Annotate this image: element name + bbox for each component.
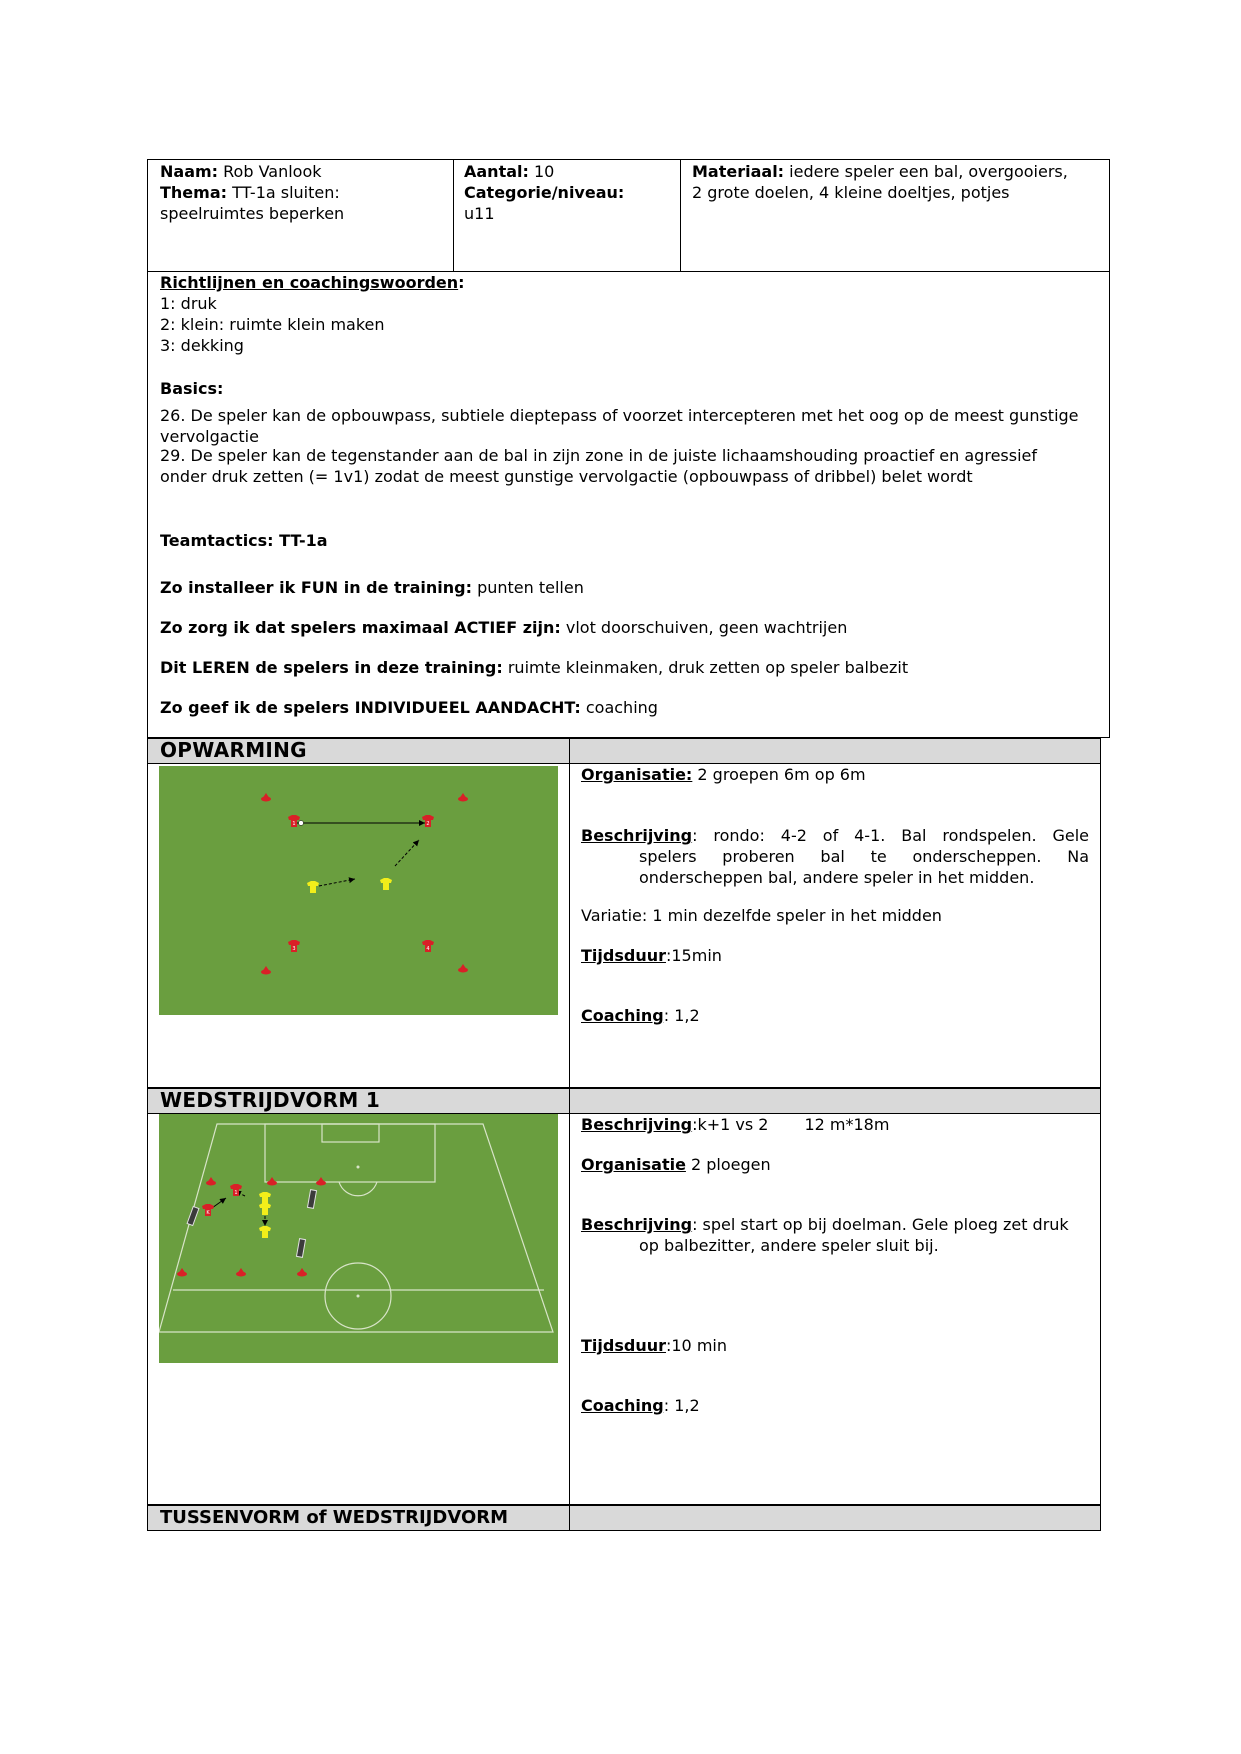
opwarming-tijdsduur (581, 945, 1089, 966)
guidelines-colon: : (458, 273, 465, 292)
svg-text:1: 1 (234, 1190, 238, 1196)
coaching-label: Coaching (581, 1396, 664, 1415)
opwarming-header: OPWARMING (160, 738, 307, 762)
materiaal-label: Materiaal: (692, 162, 785, 181)
categorie-label: Categorie/niveau: (464, 183, 625, 202)
coaching-value: : 1,2 (663, 1396, 700, 1415)
wedstrijdvorm1-beschrijving-2 (581, 1214, 1089, 1256)
beschr-label: Beschrijving (581, 826, 693, 845)
tijd-label: Tijdsduur (581, 1336, 666, 1355)
wedstrijdvorm1-header: WEDSTRIJDVORM 1 (160, 1088, 381, 1112)
actief-value: vlot doorschuiven, geen wachtrijen (560, 618, 848, 637)
beschr2-label: Beschrijving (581, 1215, 693, 1234)
naam-cell (160, 161, 450, 224)
divider (569, 1088, 570, 1505)
aandacht-label: Zo geef ik de spelers INDIVIDUEEL AANDACHT: (160, 698, 581, 717)
svg-text:2: 2 (426, 821, 430, 827)
svg-text:K: K (206, 1210, 210, 1216)
svg-text:1: 1 (292, 821, 296, 827)
coaching-label: Coaching (581, 1006, 664, 1025)
opwarming-diagram (159, 766, 558, 1015)
tijd-label: Tijdsduur (581, 946, 666, 965)
beschr-value: : rondo: 4-2 of 4-1. Bal rondspelen. Gele (692, 826, 1089, 845)
beschr1-label: Beschrijving (581, 1115, 693, 1134)
org-value: 2 ploegen (685, 1155, 771, 1174)
tijd-value: :10 min (665, 1336, 727, 1355)
guidelines-title: Richtlijnen en coachingswoorden (160, 273, 459, 292)
org-label: Organisatie (581, 1155, 686, 1174)
categorie-value: u11 (464, 204, 495, 223)
fun-label: Zo installeer ik FUN in de training: (160, 578, 472, 597)
svg-text:3: 3 (292, 946, 296, 952)
materiaal-cell (692, 161, 1107, 203)
fun-line (160, 577, 1100, 598)
wedstrijdvorm1-tijdsduur (581, 1335, 1089, 1356)
beschr1-value: :k+1 vs 2 (692, 1115, 769, 1134)
basics-29-line1: 29. De speler kan de tegenstander aan de bal in zijn zone in de juiste lichaamshouding proactief en agressief (160, 446, 1037, 465)
aantal-label: Aantal: (464, 162, 529, 181)
wedstrijdvorm1-diagram (159, 1114, 558, 1363)
guideline-item: 2: klein: ruimte klein maken (160, 315, 385, 334)
basics-26 (160, 405, 1100, 447)
wedstrijdvorm1-coaching (581, 1395, 1089, 1416)
divider (680, 159, 681, 272)
fun-value: punten tellen (471, 578, 584, 597)
tijd-value: :15min (665, 946, 722, 965)
wedstrijdvorm1-organisatie (581, 1154, 1089, 1175)
svg-text:4: 4 (426, 946, 430, 952)
leren-value: ruimte kleinmaken, druk zetten op speler balbezit (502, 658, 909, 677)
ball-icon (299, 821, 304, 826)
basics-26-line2: vervolgactie (160, 427, 259, 446)
naam-value: Rob Vanlook (218, 162, 322, 181)
basics-29 (160, 445, 1100, 487)
beschr2-value-2: op balbezitter, andere speler sluit bij. (639, 1236, 939, 1255)
thema-value: TT-1a sluiten: (227, 183, 340, 202)
divider (569, 738, 570, 1088)
opwarming-beschrijving (581, 825, 1089, 888)
teamtactics: Teamtactics: TT-1a (160, 531, 328, 550)
leren-line (160, 657, 1100, 678)
naam-label: Naam: (160, 162, 219, 181)
basics-label: Basics: (160, 379, 224, 398)
guidelines-content (160, 272, 1100, 356)
beschr-value-2: spelers proberen bal te onderscheppen. Na (639, 847, 1089, 866)
opwarming-variatie: Variatie: 1 min dezelfde speler in het midden (581, 906, 942, 925)
opwarming-organisatie (581, 764, 1089, 785)
org-value: 2 groepen 6m op 6m (692, 765, 866, 784)
actief-line (160, 617, 1100, 638)
aantal-value: 10 (528, 162, 555, 181)
opwarming-coaching (581, 1005, 1089, 1026)
materiaal-value-2: 2 grote doelen, 4 kleine doeltjes, potjes (692, 183, 1010, 202)
divider (569, 1505, 570, 1531)
basics-26-line1: 26. De speler kan de opbouwpass, subtiele dieptepass of voorzet intercepteren met het oog op de meest gunstige (160, 406, 1079, 425)
aandacht-line (160, 697, 1100, 718)
size-value: 12 m*18m (804, 1115, 890, 1134)
beschr-value-3: onderscheppen bal, andere speler in het midden. (639, 868, 1035, 887)
tussenvorm-header: TUSSENVORM of WEDSTRIJDVORM (160, 1507, 509, 1528)
divider (453, 159, 454, 272)
org-label: Organisatie: (581, 765, 693, 784)
leren-label: Dit LEREN de spelers in deze training: (160, 658, 503, 677)
guideline-item: 3: dekking (160, 336, 244, 355)
guideline-item: 1: druk (160, 294, 217, 313)
materiaal-value: iedere speler een bal, overgooiers, (784, 162, 1068, 181)
basics-29-line2: onder druk zetten (= 1v1) zodat de meest gunstige vervolgactie (opbouwpass of dribbel) belet wordt (160, 467, 973, 486)
actief-label: Zo zorg ik dat spelers maximaal ACTIEF zijn: (160, 618, 561, 637)
thema-label: Thema: (160, 183, 228, 202)
aandacht-value: coaching (580, 698, 658, 717)
aantal-cell (464, 161, 674, 224)
wedstrijdvorm1-beschrijving-1 (581, 1114, 1089, 1135)
thema-value-2: speelruimtes beperken (160, 204, 345, 223)
beschr2-value: : spel start op bij doelman. Gele ploeg zet druk (692, 1215, 1069, 1234)
coaching-value: : 1,2 (663, 1006, 700, 1025)
